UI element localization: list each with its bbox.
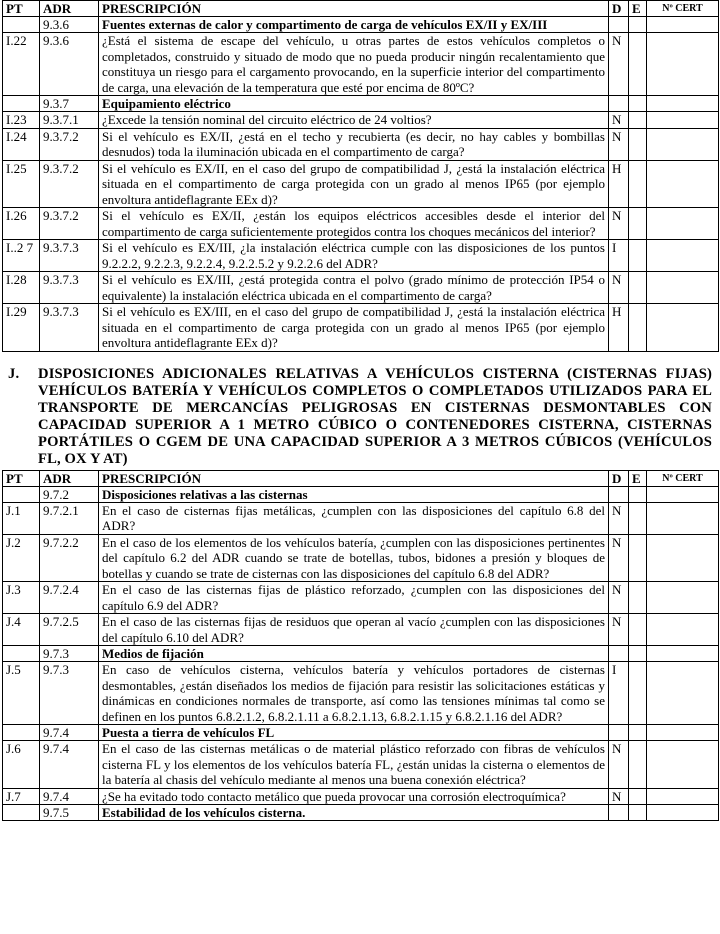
header-prescripcion: PRESCRIPCIÓN [99, 470, 609, 486]
prescription-cell: Si el vehículo es EX/II, ¿está en el techo y recubierta (es decir, no hay cables y bombillas desnudos) toda la iluminación ubicada en el compartimento de carga? [99, 128, 609, 160]
pt-cell-empty [3, 725, 40, 741]
cert-cell-empty [647, 725, 719, 741]
adr-cell: 9.3.7.3 [40, 272, 99, 304]
d-cell: N [609, 272, 629, 304]
cert-cell-empty [647, 805, 719, 821]
table-row [3, 33, 719, 96]
header-adr: ADR [40, 1, 99, 17]
d-cell-empty [609, 17, 629, 33]
prescription-cell: Si el vehículo es EX/III, ¿la instalación eléctrica cumple con las disposiciones de los puntos 9.2.2.2, 9.2.2.3, 9.2.2.4, 9.2.2.5.2 y 9.2.2.6 del ADR? [99, 240, 609, 272]
cert-cell [647, 741, 719, 789]
table-row [3, 240, 719, 272]
d-cell: N [609, 582, 629, 614]
table-row [3, 788, 719, 805]
pt-cell: I.22 [3, 33, 40, 96]
d-cell-empty [609, 96, 629, 112]
cert-cell [647, 272, 719, 304]
section-j-number: J. [8, 365, 20, 382]
d-cell: I [609, 662, 629, 725]
header-d: D [609, 1, 629, 17]
e-cell [629, 662, 647, 725]
subsection-row [3, 725, 719, 741]
subsection-title: Estabilidad de los vehículos cisterna. [99, 805, 609, 821]
table-row [3, 160, 719, 208]
section-j-title: DISPOSICIONES ADICIONALES RELATIVAS A VEHÍCULOS CISTERNA (CISTERNAS FIJAS) VEHÍCULOS BATERÍA Y VEHÍCULOS COMPLETOS O COMPLETADOS UTILIZADOS PARA EL TRANSPORTE DE MERCANCÍAS PELIGROSAS EN CISTERNAS DESMONTABLES CON CAPACIDAD SUPERIOR A 1 METRO CÚBICO O CONTENEDORES CISTERNA, CISTERNAS PORTÁTILES O CGEM DE UNA CAPACIDAD SUPERIOR A 3 METROS CÚBICOS (VEHÍCULOS FL, OX Y AT) [38, 365, 712, 467]
d-cell: N [609, 112, 629, 129]
prescription-cell: Si el vehículo es EX/II, ¿están los equipos eléctricos accesibles desde el interior del compartimento de carga suficientemente protegidos contra los choques mecánicos del interior? [99, 208, 609, 240]
pt-cell-empty [3, 486, 40, 502]
cert-cell [647, 128, 719, 160]
d-cell-empty [609, 805, 629, 821]
pt-cell: I.29 [3, 304, 40, 352]
pt-cell-empty [3, 96, 40, 112]
e-cell [629, 208, 647, 240]
inspection-table-i [2, 0, 719, 352]
adr-cell: 9.7.4 [40, 725, 99, 741]
adr-cell: 9.3.7.3 [40, 240, 99, 272]
adr-cell: 9.3.7.2 [40, 208, 99, 240]
cert-cell [647, 534, 719, 582]
cert-cell-empty [647, 17, 719, 33]
inspection-table-j [2, 470, 719, 822]
table-row [3, 614, 719, 646]
d-cell: N [609, 741, 629, 789]
pt-cell: I.28 [3, 272, 40, 304]
header-pt: PT [3, 470, 40, 486]
subsection-row [3, 486, 719, 502]
pt-cell: J.1 [3, 502, 40, 534]
adr-cell: 9.7.3 [40, 646, 99, 662]
e-cell-empty [629, 17, 647, 33]
cert-cell-empty [647, 96, 719, 112]
d-cell-empty [609, 486, 629, 502]
e-cell [629, 304, 647, 352]
e-cell [629, 614, 647, 646]
adr-cell: 9.3.7.2 [40, 128, 99, 160]
header-cert: Nº CERT [647, 470, 719, 486]
prescription-cell: Si el vehículo es EX/III, ¿está protegida contra el polvo (grado mínimo de protección IP54 o equivalente) la instalación eléctrica ubicada en el compartimento de carga? [99, 272, 609, 304]
cert-cell [647, 112, 719, 129]
table-row [3, 534, 719, 582]
adr-cell: 9.3.6 [40, 17, 99, 33]
pt-cell: J.4 [3, 614, 40, 646]
subsection-row [3, 805, 719, 821]
subsection-title: Fuentes externas de calor y compartimento de carga de vehículos EX/II y EX/III [99, 17, 609, 33]
e-cell [629, 33, 647, 96]
pt-cell: I.24 [3, 128, 40, 160]
adr-cell: 9.3.6 [40, 33, 99, 96]
subsection-title: Puesta a tierra de vehículos FL [99, 725, 609, 741]
prescription-cell: ¿Se ha evitado todo contacto metálico que pueda provocar una corrosión electroquímica? [99, 788, 609, 805]
pt-cell: J.2 [3, 534, 40, 582]
e-cell [629, 534, 647, 582]
table-row [3, 582, 719, 614]
d-cell: I [609, 240, 629, 272]
adr-cell: 9.3.7 [40, 96, 99, 112]
cert-cell [647, 788, 719, 805]
d-cell: H [609, 304, 629, 352]
d-cell: N [609, 208, 629, 240]
table-row [3, 112, 719, 129]
table-body-i [3, 17, 719, 352]
e-cell [629, 160, 647, 208]
pt-cell-empty [3, 17, 40, 33]
adr-cell: 9.7.4 [40, 741, 99, 789]
header-prescripcion: PRESCRIPCIÓN [99, 1, 609, 17]
table-body-j [3, 486, 719, 821]
adr-cell: 9.7.2.5 [40, 614, 99, 646]
e-cell [629, 112, 647, 129]
adr-cell: 9.7.2 [40, 486, 99, 502]
cert-cell [647, 240, 719, 272]
e-cell-empty [629, 805, 647, 821]
cert-cell-empty [647, 486, 719, 502]
pt-cell-empty [3, 805, 40, 821]
e-cell-empty [629, 96, 647, 112]
cert-cell [647, 304, 719, 352]
table-row [3, 208, 719, 240]
e-cell-empty [629, 486, 647, 502]
subsection-title: Medios de fijación [99, 646, 609, 662]
cert-cell [647, 33, 719, 96]
subsection-row [3, 646, 719, 662]
prescription-cell: En el caso de cisternas fijas metálicas, ¿cumplen con las disposiciones del capítulo 6.8 del ADR? [99, 502, 609, 534]
prescription-cell: Si el vehículo es EX/II, en el caso del grupo de compatibilidad J, ¿está la instalación eléctrica situada en el compartimento de carga protegida con un grado al menos IP65 (por ejemplo envoltura antideflagrante EEx d)? [99, 160, 609, 208]
adr-cell: 9.7.5 [40, 805, 99, 821]
section-j-heading [0, 366, 712, 468]
header-e: E [629, 470, 647, 486]
d-cell: H [609, 160, 629, 208]
header-e: E [629, 1, 647, 17]
table-header-row [3, 1, 719, 17]
d-cell: N [609, 33, 629, 96]
pt-cell: J.6 [3, 741, 40, 789]
pt-cell: J.5 [3, 662, 40, 725]
pt-cell: J.7 [3, 788, 40, 805]
prescription-cell: Si el vehículo es EX/III, en el caso del grupo de compatibilidad J, ¿está la instalación eléctrica situada en el compartimento de carga protegida con un grado al menos IP65 (por ejemplo envoltura antideflagrante EEx d)? [99, 304, 609, 352]
e-cell [629, 582, 647, 614]
pt-cell: I.23 [3, 112, 40, 129]
cert-cell-empty [647, 646, 719, 662]
e-cell [629, 502, 647, 534]
e-cell [629, 272, 647, 304]
pt-cell-empty [3, 646, 40, 662]
subsection-title: Equipamiento eléctrico [99, 96, 609, 112]
d-cell: N [609, 614, 629, 646]
e-cell [629, 128, 647, 160]
adr-cell: 9.3.7.1 [40, 112, 99, 129]
prescription-cell: En el caso de los elementos de los vehículos batería, ¿cumplen con las disposiciones pertinentes del capítulo 6.2 del ADR cuando se trate de botellas, tubos, bidones a presión y bloques de botellas y cuando se trate de cisternas con las disposiciones del capítulo 6.8 del ADR? [99, 534, 609, 582]
pt-cell: I.26 [3, 208, 40, 240]
pt-cell: I..2 7 [3, 240, 40, 272]
e-cell [629, 741, 647, 789]
d-cell: N [609, 534, 629, 582]
table-row [3, 741, 719, 789]
table-row [3, 272, 719, 304]
subsection-row [3, 17, 719, 33]
cert-cell [647, 502, 719, 534]
cert-cell [647, 582, 719, 614]
header-d: D [609, 470, 629, 486]
e-cell-empty [629, 646, 647, 662]
e-cell-empty [629, 725, 647, 741]
d-cell: N [609, 788, 629, 805]
header-cert: Nº CERT [647, 1, 719, 17]
subsection-title: Disposiciones relativas a las cisternas [99, 486, 609, 502]
header-pt: PT [3, 1, 40, 17]
adr-cell: 9.7.2.2 [40, 534, 99, 582]
cert-cell [647, 614, 719, 646]
prescription-cell: En caso de vehículos cisterna, vehículos batería y vehículos portadores de cisternas desmontables, ¿están diseñados los medios de fijación para resistir las solicitaciones estáticas y dinámicas en condiciones normales de transporte, así como las tensiones mínimas tal como se definen en los puntos 6.8.2.1.2, 6.8.2.1.11 a 6.8.2.1.13, 6.8.2.1.15 y 6.8.2.1.16 del ADR? [99, 662, 609, 725]
table-row [3, 502, 719, 534]
e-cell [629, 788, 647, 805]
table-row [3, 304, 719, 352]
adr-cell: 9.3.7.3 [40, 304, 99, 352]
prescription-cell: ¿Excede la tensión nominal del circuito eléctrico de 24 voltios? [99, 112, 609, 129]
pt-cell: J.3 [3, 582, 40, 614]
adr-cell: 9.7.4 [40, 788, 99, 805]
d-cell-empty [609, 646, 629, 662]
header-adr: ADR [40, 470, 99, 486]
subsection-row [3, 96, 719, 112]
cert-cell [647, 160, 719, 208]
e-cell [629, 240, 647, 272]
adr-cell: 9.7.2.4 [40, 582, 99, 614]
d-cell: N [609, 502, 629, 534]
prescription-cell: En el caso de las cisternas metálicas o de material plástico reforzado con fibras de vehículos cisterna FL y los elementos de los vehículos batería FL, ¿están unidas la cisterna o elementos de la batería al chasis del vehículo mediante al menos una buena conexión eléctrica? [99, 741, 609, 789]
table-row [3, 662, 719, 725]
pt-cell: I.25 [3, 160, 40, 208]
table-row [3, 128, 719, 160]
d-cell-empty [609, 725, 629, 741]
cert-cell [647, 662, 719, 725]
prescription-cell: En el caso de las cisternas fijas de residuos que operan al vacío ¿cumplen con las disposiciones del capítulo 6.10 del ADR? [99, 614, 609, 646]
prescription-cell: En el caso de las cisternas fijas de plástico reforzado, ¿cumplen con las disposiciones del capítulo 6.9 del ADR? [99, 582, 609, 614]
adr-cell: 9.3.7.2 [40, 160, 99, 208]
prescription-cell: ¿Está el sistema de escape del vehículo, u otras partes de estos vehículos completos o completados, construido y situado de modo que no pueda producir ningún recalentamiento que constituya un riesgo para el cargamento provocando, en la superficie interior del compartimento de carga, una elevación de la temperatura que esté por encima de 80ºC? [99, 33, 609, 96]
adr-cell: 9.7.2.1 [40, 502, 99, 534]
table-header-row [3, 470, 719, 486]
d-cell: N [609, 128, 629, 160]
adr-cell: 9.7.3 [40, 662, 99, 725]
cert-cell [647, 208, 719, 240]
